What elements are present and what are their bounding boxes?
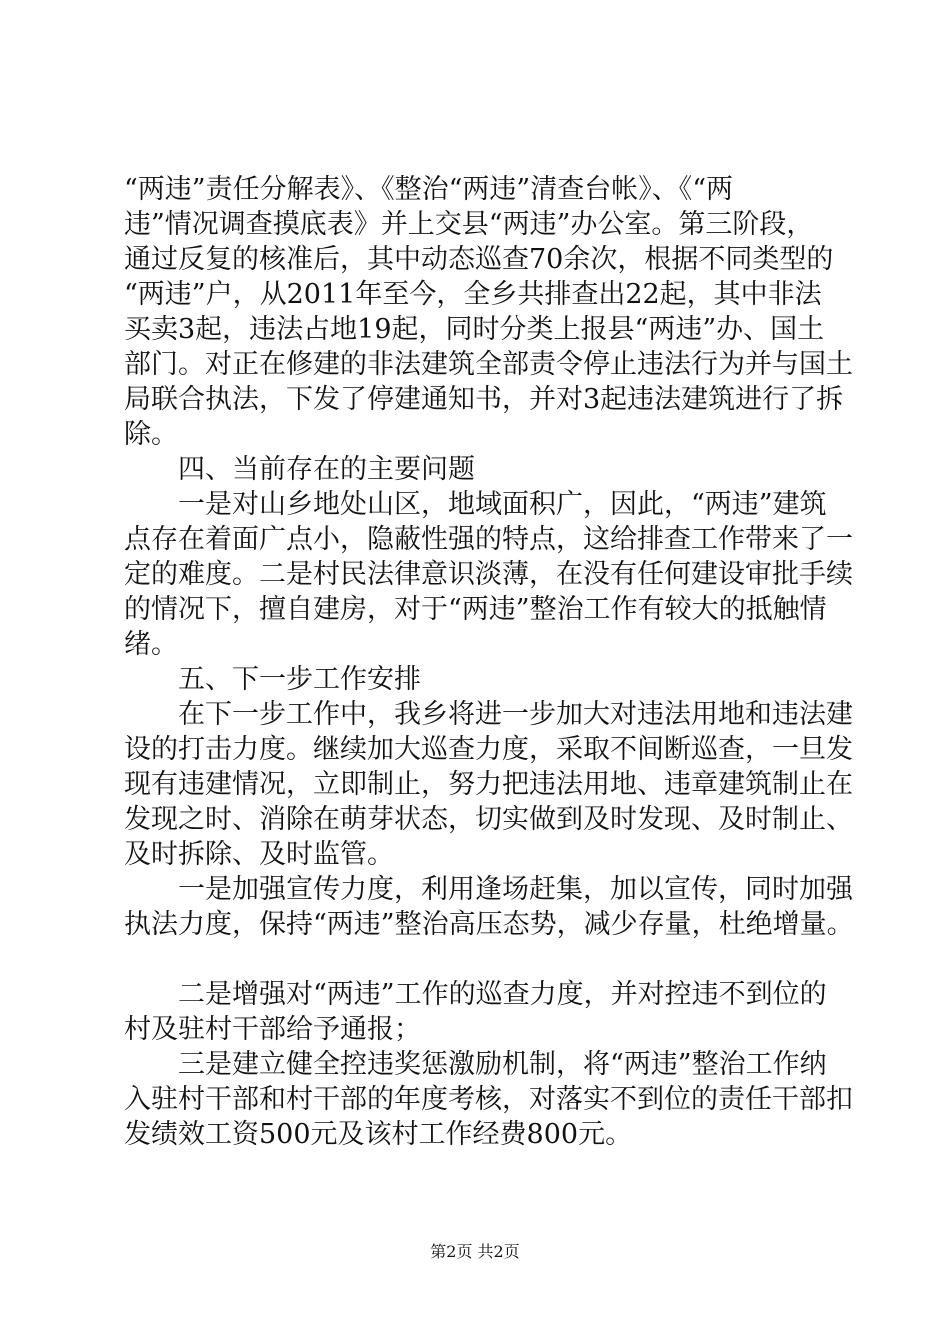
text-line: 执法力度，保持“两违”整治高压态势，减少存量，杜绝增量。: [124, 909, 854, 940]
text-line: 买卖3起，违法占地19起，同时分类上报县“两违”办、国土: [124, 314, 825, 345]
text-line: 绪。: [124, 629, 178, 660]
text-line: 违”情况调查摸底表》并上交县“两违”办公室。第三阶段，: [124, 209, 814, 240]
text-line: 设的打击力度。继续加大巡查力度，采取不间断巡查，一旦发: [124, 734, 853, 765]
text-line: 现有违建情况，立即制止，努力把违法用地、违章建筑制止在: [124, 769, 853, 800]
text-line: 部门。对正在修建的非法建筑全部责令停止违法行为并与国土: [124, 349, 853, 380]
text-line: 一是对山乡地处山区，地域面积广，因此，“两违”建筑: [178, 489, 827, 520]
text-line: 通过反复的核准后，其中动态巡查70余次，根据不同类型的: [124, 244, 834, 275]
text-line: 二是增强对“两违”工作的巡查力度，并对控违不到位的: [178, 979, 827, 1010]
text-line: 一是加强宣传力度，利用逢场赶集，加以宣传，同时加强: [178, 874, 853, 905]
text-line: 的情况下，擅自建房，对于“两违”整治工作有较大的抵触情: [124, 594, 827, 625]
text-line: 定的难度。二是村民法律意识淡薄，在没有任何建设审批手续: [124, 559, 853, 590]
text-line: “两违”责任分解表》、《整治“两违”清查台帐》、《“两: [124, 174, 734, 205]
text-line: “两违”户，从2011年至今，全乡共排查出22起，其中非法: [124, 279, 822, 310]
section-heading: 五、下一步工作安排: [178, 664, 421, 695]
text-line: 点存在着面广点小，隐蔽性强的特点，这给排查工作带来了一: [124, 524, 853, 555]
text-line: 发现之时、消除在萌芽状态，切实做到及时发现、及时制止、: [124, 804, 853, 835]
section-heading: 四、当前存在的主要问题: [178, 454, 475, 485]
text-line: 及时拆除、及时监管。: [124, 839, 394, 870]
text-line: 入驻村干部和村干部的年度考核，对落实不到位的责任干部扣: [124, 1084, 853, 1115]
text-line: 发绩效工资500元及该村工作经费800元。: [124, 1119, 633, 1150]
page-footer: 第2页 共2页: [430, 1242, 520, 1261]
text-line: 局联合执法，下发了停建通知书，并对3起违法建筑进行了拆: [124, 384, 844, 415]
text-line: 村及驻村干部给予通报；: [124, 1014, 421, 1045]
text-line: 在下一步工作中，我乡将进一步加大对违法用地和违法建: [178, 699, 853, 730]
text-line: 除。: [124, 419, 178, 450]
text-line: 三是建立健全控违奖惩激励机制，将“两违”整治工作纳: [178, 1049, 827, 1080]
